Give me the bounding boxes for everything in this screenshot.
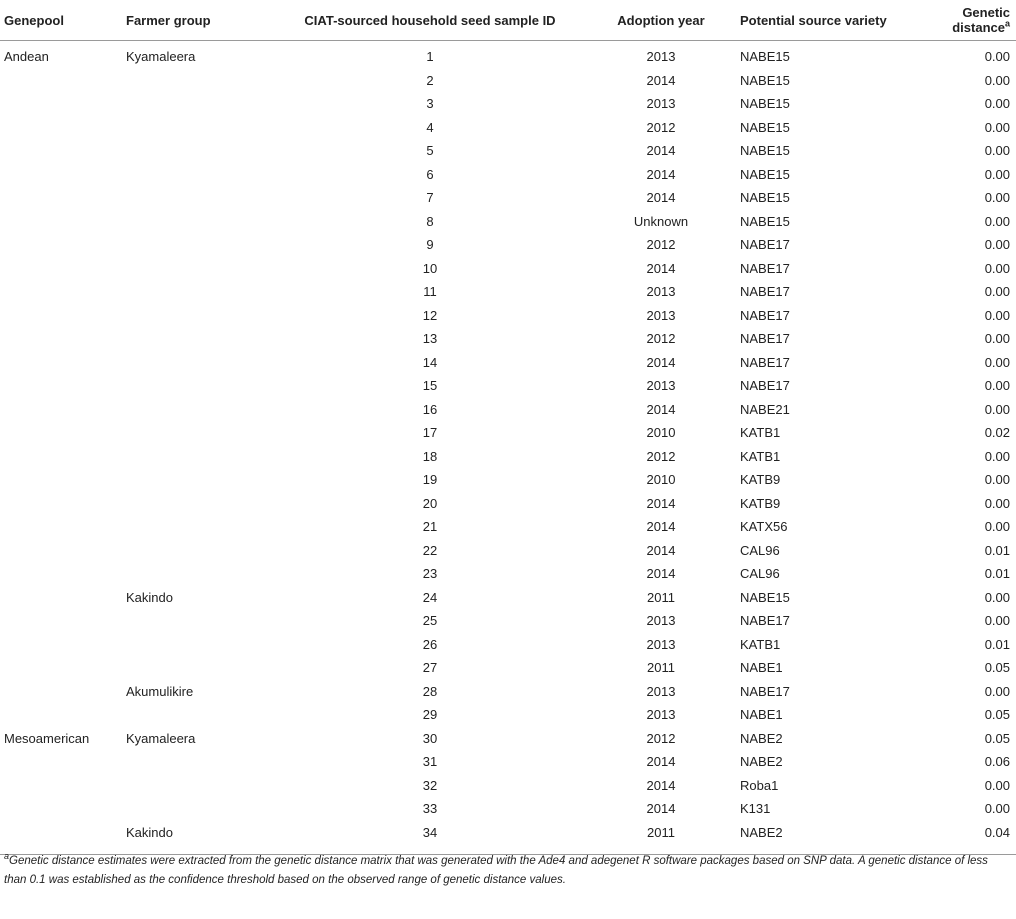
cell-source-variety: KATB9 <box>740 472 781 488</box>
cell-genetic-distance: 0.00 <box>984 519 1010 535</box>
cell-adoption-year: 2014 <box>646 260 676 276</box>
cell-farmer-group: Kyamaleera <box>126 49 196 65</box>
cell-genetic-distance: 0.00 <box>984 96 1010 112</box>
cell-genepool <box>0 703 122 727</box>
cell-source-variety: NABE15 <box>740 166 790 182</box>
cell-genepool <box>0 656 122 680</box>
cell-source-variety: Roba1 <box>740 777 779 793</box>
table-row <box>0 821 1016 855</box>
cell-sample-id: 1 <box>426 49 434 65</box>
cell-adoption-year: 2012 <box>646 448 676 464</box>
cell-source-variety: NABE17 <box>740 331 790 347</box>
cell-genepool <box>0 562 122 586</box>
cell-genetic-distance: 0.06 <box>984 754 1010 770</box>
cell-farmer-group <box>122 374 274 398</box>
cell-genepool <box>0 680 122 704</box>
cell-source-variety: NABE15 <box>740 589 790 605</box>
footnote-marker: a <box>4 851 10 862</box>
cell-sample-id: 27 <box>422 660 438 676</box>
header-footnote-marker: a <box>1004 18 1010 29</box>
cell-source-variety: CAL96 <box>740 566 780 582</box>
cell-farmer-group <box>122 327 274 351</box>
cell-genetic-distance: 0.00 <box>984 448 1010 464</box>
cell-sample-id: 5 <box>426 143 434 159</box>
cell-farmer-group <box>122 398 274 422</box>
cell-farmer-group <box>122 774 274 798</box>
table-row <box>0 727 1016 751</box>
table-row <box>0 492 1016 516</box>
cell-farmer-group <box>122 539 274 563</box>
cell-farmer-group <box>122 139 274 163</box>
cell-sample-id: 8 <box>426 213 434 229</box>
cell-sample-id: 21 <box>422 519 438 535</box>
table-row <box>0 304 1016 328</box>
table-row <box>0 139 1016 163</box>
cell-farmer-group <box>122 656 274 680</box>
cell-genetic-distance: 0.00 <box>984 331 1010 347</box>
header-adoption-year: Adoption year <box>617 12 705 28</box>
cell-genetic-distance: 0.00 <box>984 119 1010 135</box>
cell-genetic-distance: 0.01 <box>984 636 1010 652</box>
cell-farmer-group <box>122 609 274 633</box>
cell-genetic-distance: 0.00 <box>984 495 1010 511</box>
table-row <box>0 92 1016 116</box>
cell-adoption-year: 2013 <box>646 49 676 65</box>
table-row <box>0 374 1016 398</box>
cell-adoption-year: 2014 <box>646 401 676 417</box>
header-source-variety: Potential source variety <box>740 12 887 28</box>
cell-sample-id: 22 <box>422 542 438 558</box>
cell-genetic-distance: 0.00 <box>984 284 1010 300</box>
cell-genetic-distance: 0.04 <box>984 824 1010 840</box>
table-row <box>0 539 1016 563</box>
cell-genepool: Andean <box>4 49 49 65</box>
cell-source-variety: K131 <box>740 801 771 817</box>
table-row <box>0 586 1016 610</box>
cell-farmer-group <box>122 280 274 304</box>
cell-sample-id: 32 <box>422 777 438 793</box>
cell-farmer-group <box>122 233 274 257</box>
cell-source-variety: NABE17 <box>740 307 790 323</box>
cell-sample-id: 26 <box>422 636 438 652</box>
cell-source-variety: NABE17 <box>740 284 790 300</box>
cell-genetic-distance: 0.00 <box>984 260 1010 276</box>
cell-farmer-group <box>122 257 274 281</box>
cell-source-variety: CAL96 <box>740 542 780 558</box>
table-header-row <box>0 0 1016 41</box>
cell-genepool <box>0 163 122 187</box>
cell-sample-id: 3 <box>426 96 434 112</box>
cell-farmer-group: Kyamaleera <box>126 730 196 746</box>
cell-genetic-distance: 0.00 <box>984 166 1010 182</box>
cell-genepool <box>0 633 122 657</box>
cell-farmer-group <box>122 445 274 469</box>
table-row <box>0 703 1016 727</box>
table-row <box>0 656 1016 680</box>
cell-adoption-year: 2013 <box>646 613 676 629</box>
cell-genetic-distance: 0.00 <box>984 683 1010 699</box>
cell-genepool <box>0 468 122 492</box>
cell-genepool <box>0 821 122 855</box>
table-row <box>0 797 1016 821</box>
cell-genepool <box>0 421 122 445</box>
table-row <box>0 609 1016 633</box>
cell-genetic-distance: 0.05 <box>984 707 1010 723</box>
cell-sample-id: 11 <box>423 284 437 300</box>
cell-source-variety: NABE2 <box>740 730 783 746</box>
cell-genetic-distance: 0.00 <box>984 801 1010 817</box>
cell-genepool <box>0 609 122 633</box>
cell-source-variety: KATX56 <box>740 519 788 535</box>
cell-adoption-year: 2013 <box>646 307 676 323</box>
table-row <box>0 445 1016 469</box>
cell-sample-id: 10 <box>422 260 438 276</box>
cell-adoption-year: 2013 <box>646 707 676 723</box>
table-row <box>0 280 1016 304</box>
cell-genepool <box>0 139 122 163</box>
cell-farmer-group <box>122 750 274 774</box>
cell-source-variety: NABE15 <box>740 190 790 206</box>
cell-adoption-year: 2014 <box>646 354 676 370</box>
table-row <box>0 186 1016 210</box>
cell-sample-id: 15 <box>422 378 438 394</box>
table-row <box>0 468 1016 492</box>
cell-genetic-distance: 0.01 <box>984 566 1010 582</box>
cell-source-variety: NABE15 <box>740 72 790 88</box>
cell-genetic-distance: 0.00 <box>984 237 1010 253</box>
cell-farmer-group <box>122 515 274 539</box>
cell-adoption-year: 2011 <box>647 660 675 676</box>
table-row <box>0 750 1016 774</box>
cell-source-variety: NABE15 <box>740 213 790 229</box>
cell-adoption-year: 2013 <box>646 378 676 394</box>
table-row <box>0 41 1016 69</box>
cell-adoption-year: Unknown <box>633 213 689 229</box>
cell-adoption-year: 2014 <box>646 495 676 511</box>
table-body <box>0 41 1016 855</box>
cell-genepool <box>0 116 122 140</box>
cell-sample-id: 7 <box>426 190 434 206</box>
cell-genetic-distance: 0.00 <box>984 777 1010 793</box>
table-row <box>0 398 1016 422</box>
cell-genepool <box>0 92 122 116</box>
cell-farmer-group <box>122 210 274 234</box>
cell-sample-id: 18 <box>422 448 438 464</box>
cell-source-variety: NABE17 <box>740 378 790 394</box>
cell-farmer-group <box>122 351 274 375</box>
cell-source-variety: NABE1 <box>740 660 783 676</box>
cell-farmer-group <box>122 562 274 586</box>
cell-source-variety: NABE17 <box>740 237 790 253</box>
cell-genepool <box>0 374 122 398</box>
cell-adoption-year: 2013 <box>646 284 676 300</box>
header-farmer-group: Farmer group <box>126 12 211 28</box>
table-row <box>0 774 1016 798</box>
cell-adoption-year: 2011 <box>647 589 675 605</box>
table-row <box>0 233 1016 257</box>
cell-genetic-distance: 0.00 <box>984 378 1010 394</box>
cell-genetic-distance: 0.00 <box>984 307 1010 323</box>
table-row <box>0 680 1016 704</box>
cell-adoption-year: 2010 <box>646 425 676 441</box>
cell-source-variety: NABE15 <box>740 49 790 65</box>
cell-genepool <box>0 327 122 351</box>
cell-farmer-group <box>122 69 274 93</box>
cell-source-variety: NABE15 <box>740 119 790 135</box>
cell-adoption-year: 2012 <box>646 237 676 253</box>
cell-farmer-group <box>122 116 274 140</box>
cell-genetic-distance: 0.00 <box>984 190 1010 206</box>
cell-genetic-distance: 0.02 <box>984 425 1010 441</box>
cell-genepool <box>0 445 122 469</box>
cell-genepool: Mesoamerican <box>4 730 90 746</box>
cell-adoption-year: 2012 <box>646 331 676 347</box>
cell-farmer-group <box>122 633 274 657</box>
cell-adoption-year: 2014 <box>646 566 676 582</box>
cell-adoption-year: 2014 <box>646 777 676 793</box>
cell-sample-id: 29 <box>422 707 438 723</box>
cell-genepool <box>0 186 122 210</box>
cell-adoption-year: 2014 <box>646 754 676 770</box>
cell-genetic-distance: 0.05 <box>984 660 1010 676</box>
cell-farmer-group <box>122 421 274 445</box>
cell-sample-id: 31 <box>422 754 438 770</box>
cell-sample-id: 24 <box>422 589 438 605</box>
cell-adoption-year: 2014 <box>646 190 676 206</box>
cell-adoption-year: 2014 <box>646 801 676 817</box>
header-genetic-distance-label: Genetic distance <box>952 5 1010 35</box>
cell-genetic-distance: 0.00 <box>984 472 1010 488</box>
cell-farmer-group <box>122 492 274 516</box>
cell-genepool <box>0 750 122 774</box>
table-row <box>0 327 1016 351</box>
table-row <box>0 69 1016 93</box>
cell-adoption-year: 2014 <box>646 72 676 88</box>
cell-source-variety: NABE2 <box>740 824 783 840</box>
cell-sample-id: 2 <box>426 72 434 88</box>
footnote-text: Genetic distance estimates were extracted from the genetic distance matrix that was generated with the Ade4 and adegenet R software packages based on SNP data. A genetic distance of less than 0.1 was established as the confidence threshold based on the observed range of genetic distance values. <box>4 855 988 886</box>
cell-genepool <box>0 398 122 422</box>
cell-genetic-distance: 0.00 <box>984 354 1010 370</box>
cell-genetic-distance: 0.05 <box>984 730 1010 746</box>
cell-farmer-group: Akumulikire <box>126 683 194 699</box>
cell-sample-id: 16 <box>422 401 438 417</box>
cell-sample-id: 14 <box>422 354 438 370</box>
cell-genetic-distance: 0.01 <box>984 542 1010 558</box>
cell-genepool <box>0 586 122 610</box>
cell-source-variety: KATB1 <box>740 448 781 464</box>
cell-genepool <box>0 210 122 234</box>
cell-genepool <box>0 539 122 563</box>
cell-adoption-year: 2010 <box>646 472 676 488</box>
cell-source-variety: NABE2 <box>740 754 783 770</box>
cell-genetic-distance: 0.00 <box>984 49 1010 65</box>
table-row <box>0 257 1016 281</box>
table-row <box>0 562 1016 586</box>
cell-adoption-year: 2012 <box>646 119 676 135</box>
table-row <box>0 351 1016 375</box>
header-genepool: Genepool <box>4 12 64 28</box>
cell-farmer-group <box>122 304 274 328</box>
cell-genepool <box>0 515 122 539</box>
cell-sample-id: 25 <box>422 613 438 629</box>
cell-genepool <box>0 774 122 798</box>
cell-sample-id: 17 <box>422 425 438 441</box>
cell-farmer-group <box>122 468 274 492</box>
cell-sample-id: 34 <box>422 824 438 840</box>
cell-source-variety: NABE17 <box>740 683 790 699</box>
cell-sample-id: 28 <box>422 683 438 699</box>
cell-source-variety: NABE15 <box>740 143 790 159</box>
cell-genepool <box>0 797 122 821</box>
cell-source-variety: NABE17 <box>740 260 790 276</box>
cell-source-variety: NABE1 <box>740 707 783 723</box>
cell-adoption-year: 2014 <box>646 143 676 159</box>
cell-sample-id: 19 <box>422 472 438 488</box>
cell-source-variety: NABE15 <box>740 96 790 112</box>
cell-adoption-year: 2013 <box>646 636 676 652</box>
cell-source-variety: KATB9 <box>740 495 781 511</box>
cell-genetic-distance: 0.00 <box>984 613 1010 629</box>
cell-genepool <box>0 351 122 375</box>
cell-adoption-year: 2012 <box>646 730 676 746</box>
cell-farmer-group <box>122 797 274 821</box>
cell-genepool <box>0 280 122 304</box>
cell-source-variety: NABE17 <box>740 613 790 629</box>
cell-sample-id: 23 <box>422 566 438 582</box>
cell-genepool <box>0 304 122 328</box>
cell-farmer-group <box>122 703 274 727</box>
cell-sample-id: 4 <box>426 119 434 135</box>
cell-genetic-distance: 0.00 <box>984 72 1010 88</box>
header-genetic-distance <box>906 0 1016 41</box>
table-row <box>0 633 1016 657</box>
cell-farmer-group: Kakindo <box>126 589 173 605</box>
cell-genetic-distance: 0.00 <box>984 143 1010 159</box>
cell-adoption-year: 2014 <box>646 542 676 558</box>
cell-genetic-distance: 0.00 <box>984 213 1010 229</box>
cell-farmer-group <box>122 92 274 116</box>
cell-farmer-group <box>122 163 274 187</box>
table-footnote <box>4 852 1010 890</box>
cell-sample-id: 9 <box>426 237 434 253</box>
cell-farmer-group: Kakindo <box>126 824 173 840</box>
cell-adoption-year: 2013 <box>646 96 676 112</box>
cell-source-variety: NABE21 <box>740 401 790 417</box>
table-row <box>0 116 1016 140</box>
cell-genetic-distance: 0.00 <box>984 589 1010 605</box>
cell-genepool <box>0 69 122 93</box>
table-row <box>0 421 1016 445</box>
cell-source-variety: KATB1 <box>740 636 781 652</box>
header-sample-id: CIAT-sourced household seed sample ID <box>304 12 556 28</box>
cell-source-variety: KATB1 <box>740 425 781 441</box>
table-row <box>0 210 1016 234</box>
cell-sample-id: 30 <box>422 730 438 746</box>
table-row <box>0 163 1016 187</box>
cell-sample-id: 12 <box>422 307 438 323</box>
cell-genepool <box>0 233 122 257</box>
cell-sample-id: 13 <box>422 331 438 347</box>
cell-adoption-year: 2011 <box>647 824 675 840</box>
cell-adoption-year: 2014 <box>646 166 676 182</box>
cell-sample-id: 6 <box>426 166 434 182</box>
cell-farmer-group <box>122 186 274 210</box>
cell-adoption-year: 2014 <box>646 519 676 535</box>
cell-adoption-year: 2013 <box>646 683 676 699</box>
table-row <box>0 515 1016 539</box>
cell-sample-id: 33 <box>422 801 438 817</box>
cell-genepool <box>0 257 122 281</box>
cell-genepool <box>0 492 122 516</box>
cell-genetic-distance: 0.00 <box>984 401 1010 417</box>
cell-source-variety: NABE17 <box>740 354 790 370</box>
cell-sample-id: 20 <box>422 495 438 511</box>
